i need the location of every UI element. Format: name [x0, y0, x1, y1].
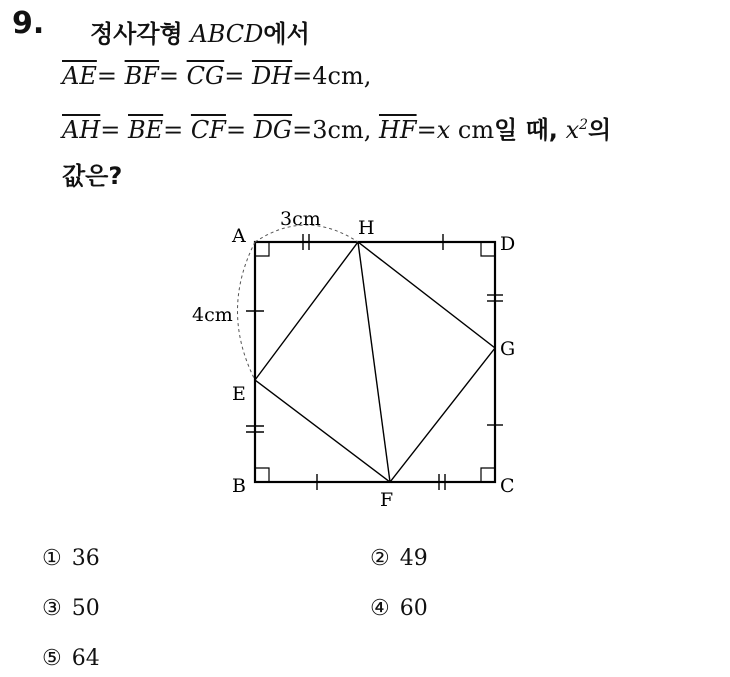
question-text-of: 의 [588, 116, 612, 144]
segment-cf: $\overline{CF}$ [190, 116, 226, 144]
square-abcd [255, 242, 495, 482]
label-h: H [358, 217, 375, 239]
label-b: B [232, 475, 246, 497]
segment-dh: $\overline{DH}$ [251, 62, 293, 90]
choice-5[interactable] [42, 646, 100, 671]
label-d: D [500, 233, 516, 255]
question-line-3 [62, 110, 611, 145]
equals-sign: = [96, 62, 117, 90]
length-unit: cm [457, 116, 495, 144]
length-unit: cm [327, 116, 364, 144]
choice-1-value: 36 [71, 546, 100, 571]
question-text-square: 정사각형 [90, 20, 183, 48]
segment-ae: $\overline{AE}$ [62, 62, 97, 90]
segment-dg: $\overline{DG}$ [253, 116, 293, 144]
choice-4-value: 60 [399, 596, 428, 621]
square-figure [180, 200, 520, 520]
equals-sign: = [416, 116, 437, 144]
question-line-2 [62, 62, 371, 90]
equals-sign: = [292, 62, 313, 90]
right-angle-a [255, 242, 269, 256]
right-angle-b [255, 468, 269, 482]
label-e: E [232, 383, 246, 405]
x-base: x [565, 116, 580, 144]
right-angle-d [481, 242, 495, 256]
label-a: A [232, 225, 246, 247]
length-value: 4 [312, 62, 328, 90]
choice-3[interactable] [42, 596, 100, 621]
choice-2-value: 49 [399, 546, 428, 571]
question-square-name: ABCD [190, 20, 264, 48]
choice-5-value: 64 [71, 646, 100, 671]
exponent: 2 [579, 117, 589, 133]
length-unit: cm [327, 62, 364, 90]
label-c: C [500, 475, 515, 497]
question-line-1 [90, 14, 310, 49]
choice-3-value: 50 [71, 596, 100, 621]
comma: , [363, 62, 372, 90]
segment-bf: $\overline{BF}$ [124, 62, 159, 90]
choice-1[interactable] [42, 546, 100, 571]
question-text-when: 일 때, [494, 116, 558, 144]
question-line-4: 값은? [62, 162, 123, 190]
equals-sign: = [100, 116, 121, 144]
segment-be: $\overline{BE}$ [128, 116, 164, 144]
equals-sign: = [292, 116, 313, 144]
variable-x: x [436, 116, 451, 144]
segment-hf: $\overline{HF}$ [378, 116, 417, 144]
choice-5-mark: ⑤ [42, 646, 62, 671]
segment-hf-line [358, 242, 390, 482]
segment-ah: $\overline{AH}$ [62, 116, 101, 144]
choice-1-mark: ① [42, 546, 62, 571]
choice-4-mark: ④ [370, 596, 390, 621]
label-left-dimension: 4cm [192, 304, 233, 326]
label-f: F [380, 489, 394, 511]
equals-sign: = [225, 116, 247, 144]
segment-cg: $\overline{CG}$ [186, 62, 225, 90]
inner-quadrilateral-ehgf [255, 242, 495, 482]
equals-sign: = [158, 62, 180, 90]
variable-x-squared [566, 116, 588, 144]
choice-2-mark: ② [370, 546, 390, 571]
label-top-dimension: 3cm [280, 208, 321, 230]
choice-2[interactable] [370, 546, 428, 571]
choice-4[interactable] [370, 596, 428, 621]
label-g: G [500, 338, 516, 360]
right-angle-c [481, 468, 495, 482]
question-number: 9. [12, 6, 45, 41]
equals-sign: = [163, 116, 184, 144]
comma: , [363, 116, 372, 144]
equals-sign: = [224, 62, 245, 90]
question-text-in: 에서 [263, 20, 310, 48]
length-value: 3 [312, 116, 328, 144]
choice-3-mark: ③ [42, 596, 62, 621]
